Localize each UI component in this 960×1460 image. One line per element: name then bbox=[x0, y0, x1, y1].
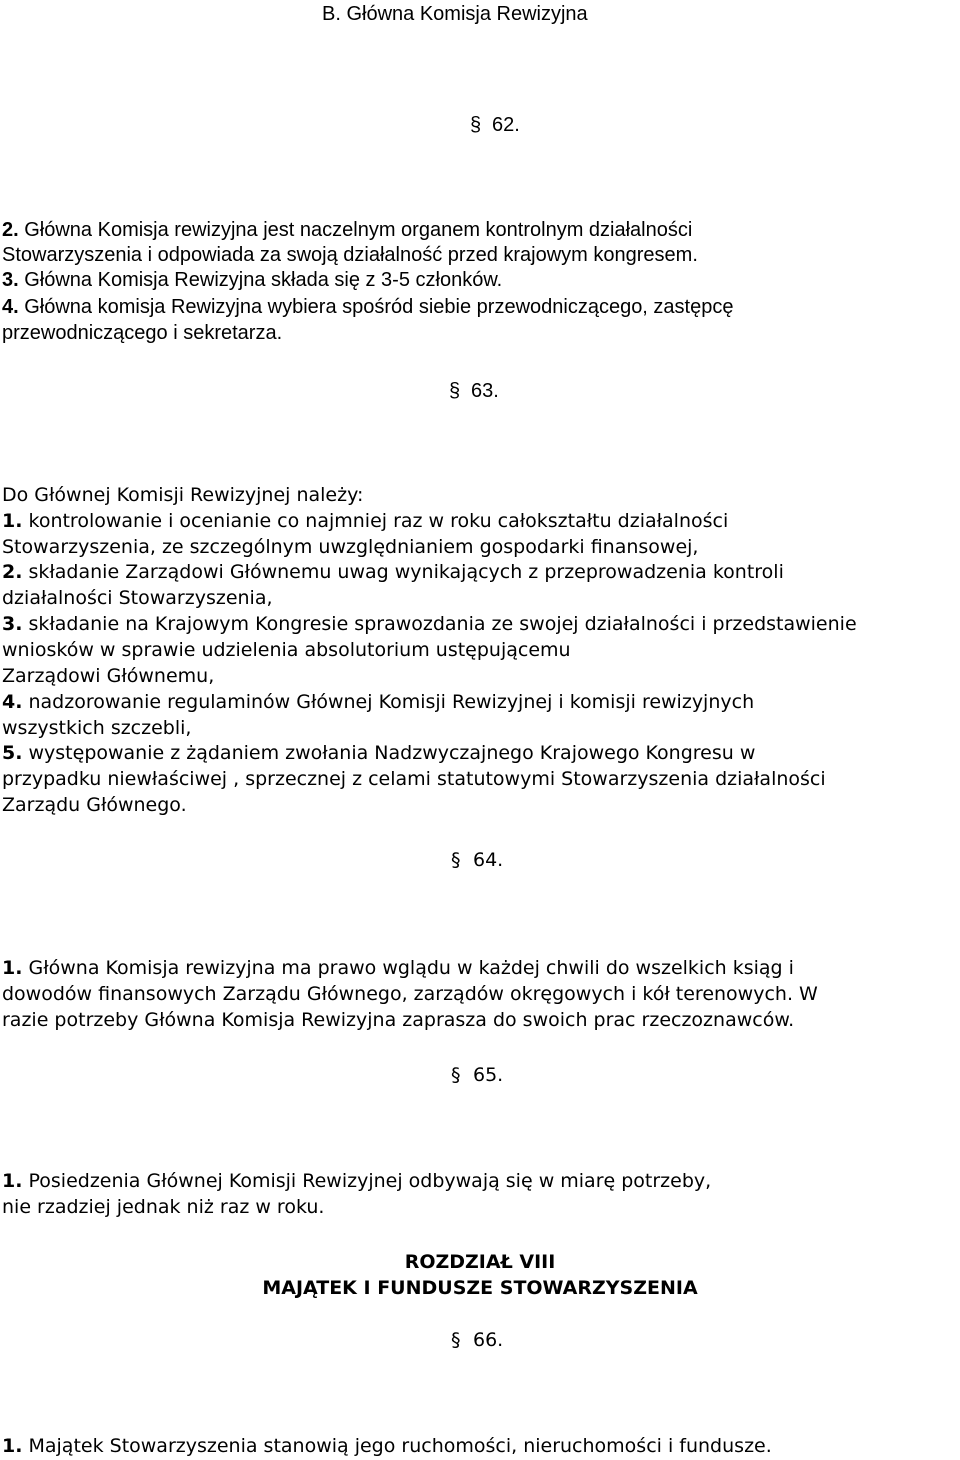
section-mark: § bbox=[470, 114, 482, 136]
item-number: 2. bbox=[2, 561, 23, 583]
section-header: B. Główna Komisja Rewizyjna bbox=[322, 3, 588, 25]
item-number: 1. bbox=[2, 1435, 23, 1457]
p63-item-2-line2: działalności Stowarzyszenia, bbox=[2, 587, 273, 609]
paragraph-64-heading bbox=[451, 847, 503, 873]
item-number: 1. bbox=[2, 510, 23, 532]
p63-item-5-line1 bbox=[2, 740, 755, 766]
section-mark: § bbox=[451, 1329, 461, 1351]
item-number: 1. bbox=[2, 957, 23, 979]
item-number: 3. bbox=[2, 269, 19, 291]
p62-item-2-line1 bbox=[2, 217, 692, 243]
section-number: 64. bbox=[473, 849, 504, 871]
p62-item-4-line1 bbox=[2, 294, 733, 320]
p62-item-4-line2: przewodniczącego i sekretarza. bbox=[2, 322, 283, 344]
section-number: 65. bbox=[473, 1064, 504, 1086]
p65-item-1-line2: nie rzadziej jednak niż raz w roku. bbox=[2, 1196, 325, 1218]
section-number: 66. bbox=[473, 1329, 504, 1351]
p63-item-2-line1 bbox=[2, 559, 784, 585]
paragraph-66-heading bbox=[451, 1327, 503, 1353]
item-text: Posiedzenia Głównej Komisji Rewizyjnej odbywają się w miarę potrzeby, bbox=[22, 1170, 712, 1192]
chapter-title: MAJĄTEK I FUNDUSZE STOWARZYSZENIA bbox=[262, 1277, 698, 1299]
p63-item-3-line3: Zarządowi Głównemu, bbox=[2, 665, 215, 687]
paragraph-62-heading bbox=[470, 112, 520, 138]
paragraph-63-heading bbox=[449, 378, 499, 404]
p63-item-5-line2: przypadku niewłaściwej , sprzecznej z celami statutowymi Stowarzyszenia działalności bbox=[2, 768, 826, 790]
item-number: 4. bbox=[2, 296, 19, 318]
item-text: Główna komisja Rewizyjna wybiera spośród siebie przewodniczącego, zastępcę bbox=[18, 296, 734, 318]
item-number: 4. bbox=[2, 691, 23, 713]
section-number: 62. bbox=[492, 114, 520, 136]
p64-item-1-line2: dowodów finansowych Zarządu Głównego, zarządów okręgowych i kół terenowych. W bbox=[2, 983, 818, 1005]
item-text: Główna Komisja rewizyjna jest naczelnym organem kontrolnym działalności bbox=[18, 219, 693, 241]
p64-item-1-line1 bbox=[2, 955, 794, 981]
section-mark: § bbox=[449, 380, 461, 402]
item-number: 1. bbox=[2, 1170, 23, 1192]
item-number: 5. bbox=[2, 742, 23, 764]
section-number: 63. bbox=[471, 380, 499, 402]
p63-item-4-line1 bbox=[2, 689, 754, 715]
item-text: kontrolowanie i ocenianie co najmniej raz w roku całokształtu działalności bbox=[22, 510, 729, 532]
p62-item-2-line2: Stowarzyszenia i odpowiada za swoją działalność przed krajowym kongresem. bbox=[2, 244, 698, 266]
item-text: Majątek Stowarzyszenia stanowią jego ruchomości, nieruchomości i fundusze. bbox=[22, 1435, 772, 1457]
item-text: składanie na Krajowym Kongresie sprawozdania ze swojej działalności i przedstawienie bbox=[22, 613, 857, 635]
section-mark: § bbox=[451, 1064, 461, 1086]
p63-item-5-line3: Zarządu Głównego. bbox=[2, 794, 187, 816]
p63-intro: Do Głównej Komisji Rewizyjnej należy: bbox=[2, 484, 364, 506]
item-text: Główna Komisja Rewizyjna składa się z 3-5 członków. bbox=[18, 269, 503, 291]
p63-item-1-line2: Stowarzyszenia, ze szczególnym uwzględnianiem gospodarki finansowej, bbox=[2, 536, 699, 558]
p66-item-1 bbox=[2, 1433, 772, 1459]
item-number: 3. bbox=[2, 613, 23, 635]
chapter-number: ROZDZIAŁ VIII bbox=[404, 1251, 556, 1273]
paragraph-65-heading bbox=[451, 1062, 503, 1088]
p64-item-1-line3: razie potrzeby Główna Komisja Rewizyjna zaprasza do swoich prac rzeczoznawców. bbox=[2, 1009, 795, 1031]
p62-item-3 bbox=[2, 267, 502, 293]
p63-item-4-line2: wszystkich szczebli, bbox=[2, 717, 192, 739]
item-number: 2. bbox=[2, 219, 19, 241]
section-mark: § bbox=[451, 849, 461, 871]
item-text: nadzorowanie regulaminów Głównej Komisji Rewizyjnej i komisji rewizyjnych bbox=[22, 691, 755, 713]
p65-item-1-line1 bbox=[2, 1168, 711, 1194]
p63-item-1-line1 bbox=[2, 508, 728, 534]
p63-item-3-line2: wniosków w sprawie udzielenia absolutorium ustępującemu bbox=[2, 639, 571, 661]
item-text: Główna Komisja rewizyjna ma prawo wglądu w każdej chwili do wszelkich ksiąg i bbox=[22, 957, 794, 979]
item-text: występowanie z żądaniem zwołania Nadzwyczajnego Krajowego Kongresu w bbox=[22, 742, 756, 764]
item-text: składanie Zarządowi Głównemu uwag wynikających z przeprowadzenia kontroli bbox=[22, 561, 784, 583]
p63-item-3-line1 bbox=[2, 611, 857, 637]
